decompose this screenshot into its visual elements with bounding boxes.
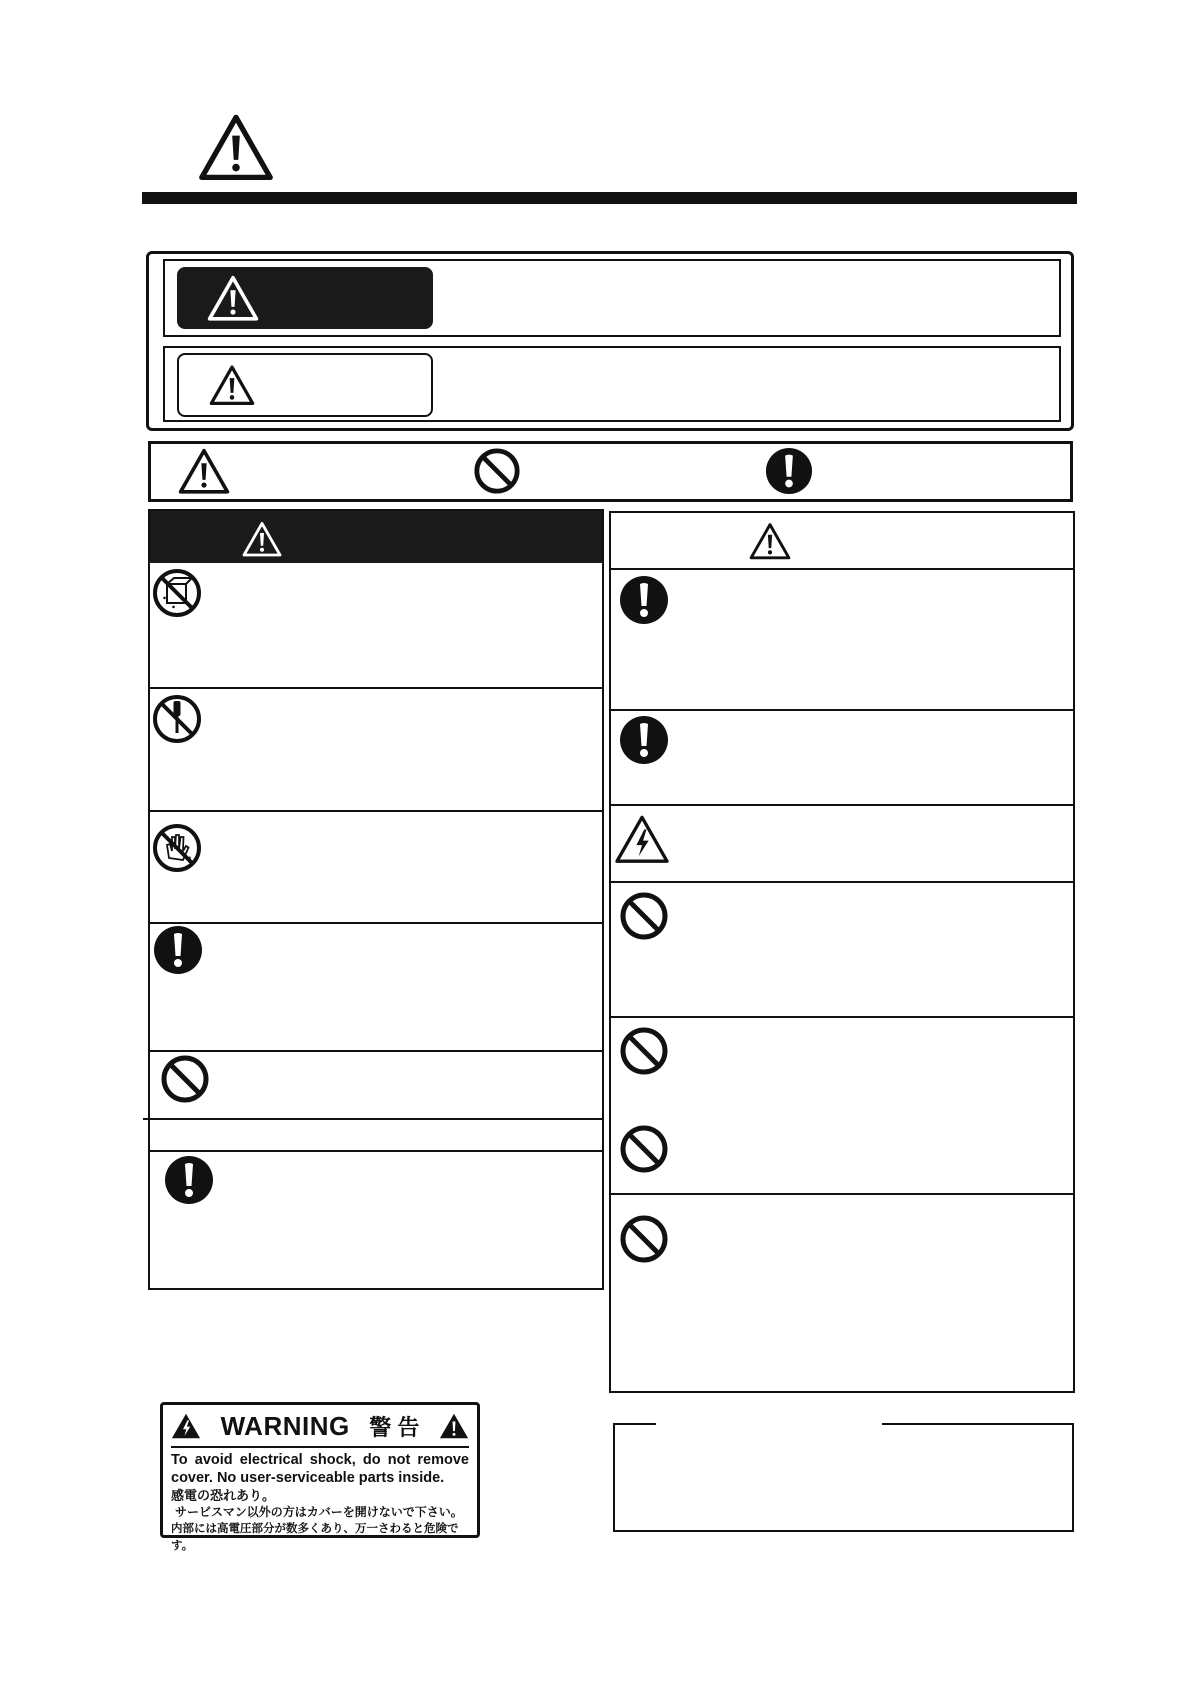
row-divider xyxy=(150,687,602,689)
legend-row-warning xyxy=(163,259,1061,337)
row-divider xyxy=(611,804,1073,806)
warning-triangle-icon xyxy=(207,274,259,322)
no-screwdriver-icon xyxy=(152,694,202,744)
pictogram-legend xyxy=(148,441,1073,502)
warning-column-header xyxy=(150,511,602,563)
warning-triangle-icon xyxy=(242,521,282,557)
warning-label-text-jp-3: 内部には高電圧部分が数多くあり、万一さわると危険です。 xyxy=(171,1523,459,1552)
caution-column xyxy=(609,511,1075,1393)
warning-triangle-icon xyxy=(749,522,791,560)
mandatory-action-icon xyxy=(164,1155,214,1205)
mandatory-action-icon xyxy=(619,715,669,765)
warning-triangle-icon xyxy=(209,364,255,406)
row-divider xyxy=(143,1118,602,1120)
caution-badge xyxy=(177,353,433,417)
prohibition-icon xyxy=(619,1214,669,1264)
title-rule xyxy=(142,192,1077,204)
prohibition-icon xyxy=(160,1054,210,1104)
prohibition-icon xyxy=(619,891,669,941)
warning-label xyxy=(160,1402,480,1552)
prohibition-icon xyxy=(473,447,521,495)
mandatory-action-icon xyxy=(619,575,669,625)
row-divider xyxy=(150,922,602,924)
warning-label-text-jp-2: サービスマン以外の方はカバーを開けないで下さい。 xyxy=(175,1505,463,1519)
legend-row-caution xyxy=(163,346,1061,422)
note-box-title-gap xyxy=(656,1420,882,1426)
row-divider xyxy=(611,1193,1073,1195)
no-disassembly-water-icon xyxy=(152,568,202,618)
warning-triangle-icon xyxy=(178,447,230,495)
warning-label-title: WARNING xyxy=(220,1410,350,1441)
electric-shock-icon xyxy=(614,814,670,864)
row-divider xyxy=(611,709,1073,711)
warning-badge xyxy=(177,267,433,329)
row-divider xyxy=(150,1050,602,1052)
warning-triangle-icon xyxy=(198,112,274,182)
prohibition-icon xyxy=(619,1124,669,1174)
warning-label-title-jp: 警 告 xyxy=(369,1414,420,1440)
row-divider xyxy=(611,881,1073,883)
mandatory-action-icon xyxy=(153,925,203,975)
warning-triangle-icon xyxy=(439,1412,469,1440)
prohibition-icon xyxy=(619,1026,669,1076)
warning-label-text-jp-1: 感電の恐れあり。 xyxy=(171,1488,276,1503)
warning-label-text-en: To avoid electrical shock, do not remove cover. No user-serviceable parts inside. xyxy=(171,1452,469,1486)
electric-shock-icon xyxy=(171,1412,201,1440)
no-wet-hand-icon xyxy=(152,823,202,873)
row-divider xyxy=(150,810,602,812)
warning-column xyxy=(148,509,604,1290)
caution-column-header-divider xyxy=(611,568,1073,570)
mandatory-action-icon xyxy=(765,447,813,495)
row-divider xyxy=(611,1016,1073,1018)
warning-label-header xyxy=(171,1409,469,1448)
row-divider xyxy=(150,1150,602,1152)
note-box xyxy=(613,1423,1074,1532)
